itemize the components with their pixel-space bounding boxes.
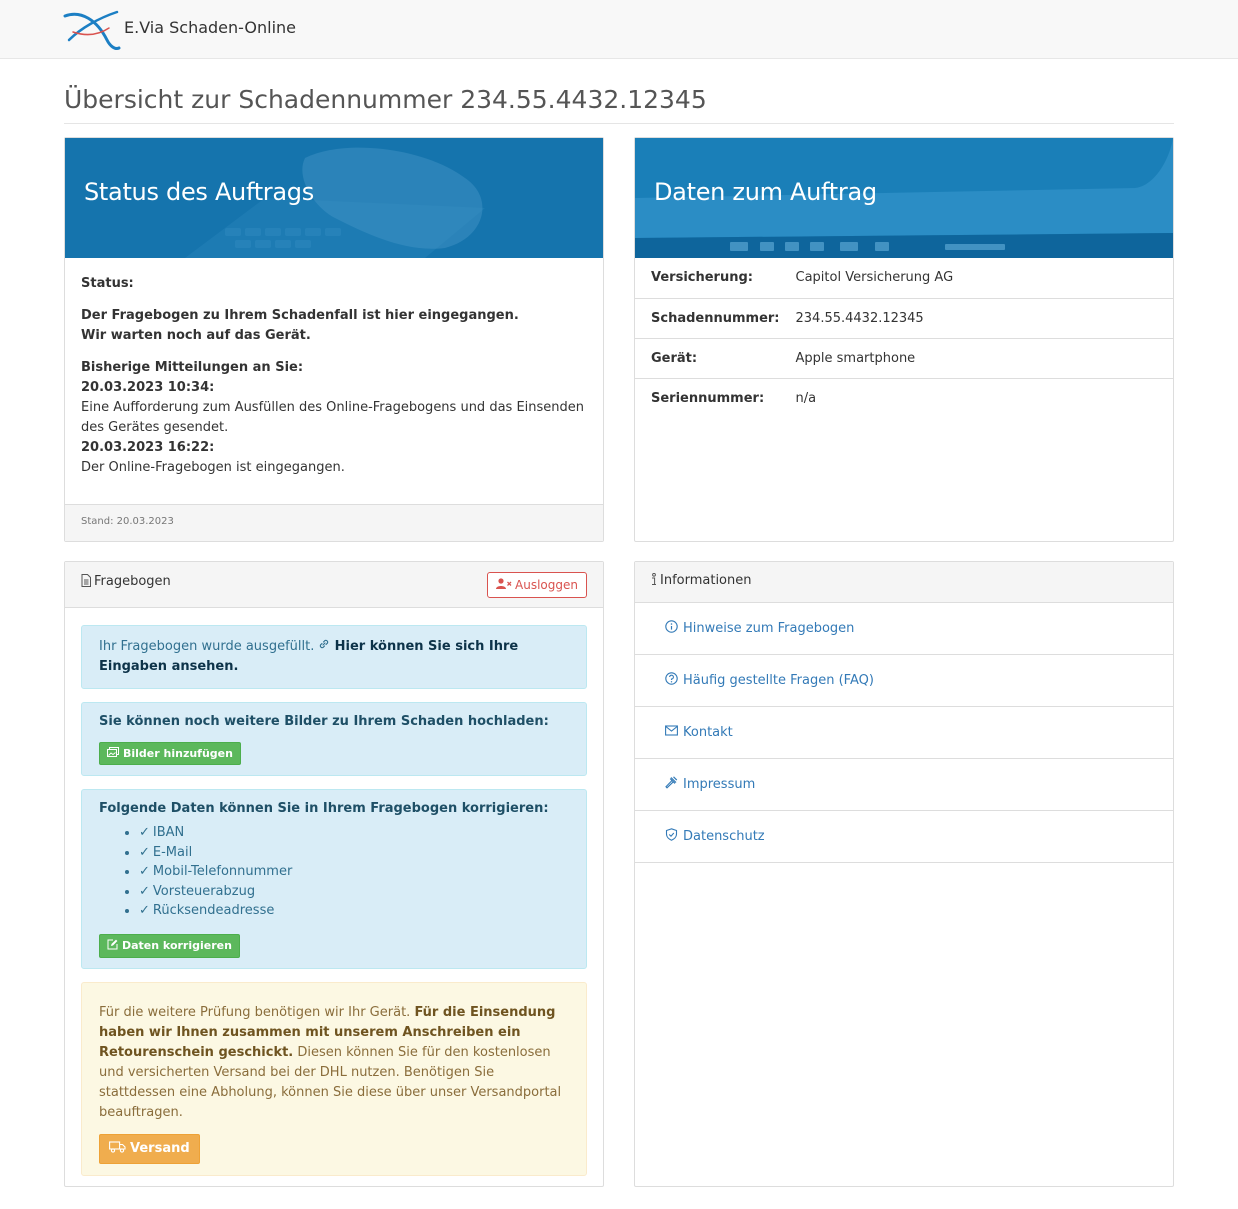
questionnaire-heading-label: Fragebogen <box>94 574 171 589</box>
row-label: Schadennummer: <box>635 298 780 338</box>
info-link-label[interactable]: Häufig gestellte Fragen (FAQ) <box>683 673 874 688</box>
order-hero-image <box>635 138 1173 258</box>
info-link-label[interactable]: Datenschutz <box>683 829 765 844</box>
info-link-imprint[interactable] <box>635 759 1173 811</box>
check-icon: ✓ <box>139 864 150 879</box>
message-text: Eine Aufforderung zum Ausfüllen des Online-Fragebogens und das Einsenden des Gerätes gesendet. <box>81 400 585 435</box>
row-value: Capitol Versicherung AG <box>780 258 1173 298</box>
status-line-2: Wir warten noch auf das Gerät. <box>81 328 311 343</box>
row-value: 234.55.4432.12345 <box>780 298 1173 338</box>
upload-text: Sie können noch weitere Bilder zu Ihrem Schaden hochladen: <box>99 714 549 729</box>
info-links-list <box>635 603 1173 863</box>
row-label: Versicherung: <box>635 258 780 298</box>
correct-data-alert <box>81 789 587 969</box>
gavel-icon <box>665 776 682 793</box>
shipping-text-2: Diesen können Sie für den kostenlosen und versicherten Versand bei der DHL nutzen. Benötigen Sie stattdessen eine Abholung, können Sie diese über unser Versandportal beauftragen. <box>99 1044 562 1120</box>
info-heading-label: Informationen <box>660 573 752 588</box>
order-data-table <box>635 258 1173 418</box>
info-panel <box>634 561 1174 1187</box>
check-icon: ✓ <box>139 844 150 860</box>
info-small-icon <box>651 573 657 590</box>
status-label: Status: <box>81 276 134 291</box>
status-hero-title: Status des Auftrags <box>84 178 314 206</box>
info-link-hints[interactable] <box>635 603 1173 655</box>
correctable-fields-list <box>99 823 569 921</box>
status-hero-image <box>65 138 603 258</box>
table-row <box>635 298 1173 338</box>
info-heading <box>635 562 1173 603</box>
order-hero-title: Daten zum Auftrag <box>654 178 877 206</box>
logout-button[interactable] <box>487 572 587 598</box>
envelope-icon <box>665 725 682 740</box>
check-icon: ✓ <box>139 903 150 918</box>
filled-text: Ihr Fragebogen wurde ausgefüllt. <box>99 639 315 654</box>
shipping-alert <box>81 982 587 1176</box>
messages-heading: Bisherige Mitteilungen an Sie: <box>81 360 304 375</box>
row-label: Gerät: <box>635 338 780 378</box>
message-time: 20.03.2023 10:34: <box>81 380 215 395</box>
logo-icon <box>63 6 121 52</box>
list-item: • ✓ Rücksendeadresse <box>139 901 569 921</box>
brand-name: E.Via Schaden-Online <box>124 18 296 37</box>
message-text: Der Online-Fragebogen ist eingegangen. <box>81 460 345 475</box>
logout-label: Ausloggen <box>515 578 578 592</box>
edit-icon <box>107 939 118 953</box>
status-footer: Stand: 20.03.2023 <box>65 504 603 541</box>
message-time: 20.03.2023 16:22: <box>81 440 215 455</box>
question-circle-icon <box>665 672 682 689</box>
check-icon: ✓ <box>139 883 150 899</box>
truck-icon <box>109 1141 126 1157</box>
page-title: Übersicht zur Schadennummer 234.55.4432.12345 <box>64 84 1174 124</box>
info-link-contact[interactable] <box>635 707 1173 759</box>
list-item: • ✓ Mobil-Telefonnummer <box>139 862 569 882</box>
correct-data-label: Daten korrigieren <box>122 939 232 952</box>
add-images-label: Bilder hinzufügen <box>123 747 233 760</box>
info-circle-icon <box>665 620 682 637</box>
info-link-label[interactable]: Impressum <box>683 777 756 792</box>
table-row <box>635 258 1173 298</box>
info-link-faq[interactable] <box>635 655 1173 707</box>
list-item: • ✓ IBAN <box>139 823 569 843</box>
filled-info-alert <box>81 625 587 689</box>
shipping-text-1: Für die weitere Prüfung benötigen wir Ihr Gerät. <box>99 1004 411 1020</box>
order-data-panel <box>634 137 1174 542</box>
row-value: Apple smartphone <box>780 338 1173 378</box>
questionnaire-panel <box>64 561 604 1187</box>
status-panel <box>64 137 604 542</box>
table-row <box>635 338 1173 378</box>
link-icon <box>318 639 334 654</box>
add-images-button[interactable] <box>99 742 241 765</box>
correct-heading: Folgende Daten können Sie in Ihrem Fragebogen korrigieren: <box>99 801 549 816</box>
upload-alert <box>81 702 587 776</box>
list-item: • ✓ Vorsteuerabzug <box>139 882 569 902</box>
questionnaire-heading <box>65 562 603 608</box>
info-link-label[interactable]: Hinweise zum Fragebogen <box>683 621 855 636</box>
list-item: • ✓ E-Mail <box>139 843 569 863</box>
row-value: n/a <box>795 390 817 406</box>
shield-check-icon <box>665 828 682 845</box>
view-answers-link[interactable]: Hier können Sie sich Ihre Eingaben ansehen. <box>99 639 519 674</box>
shipping-bold-text: Für die Einsendung haben wir Ihnen zusammen mit unserem Anschreiben ein Retourenschein geschickt. <box>99 1004 556 1060</box>
info-link-privacy[interactable] <box>635 811 1173 863</box>
top-navbar <box>0 0 1238 59</box>
check-icon: ✓ <box>139 825 150 840</box>
status-line-1: Der Fragebogen zu Ihrem Schadenfall ist hier eingegangen. <box>81 308 519 323</box>
row-label: Seriennummer: <box>651 390 765 406</box>
user-x-icon <box>496 578 512 592</box>
images-icon <box>107 747 119 760</box>
correct-data-button[interactable] <box>99 934 240 958</box>
table-row <box>635 378 1173 418</box>
brand[interactable] <box>63 6 296 52</box>
info-link-label[interactable]: Kontakt <box>683 725 733 740</box>
file-text-icon <box>81 574 91 591</box>
shipping-button[interactable] <box>99 1134 200 1164</box>
shipping-label: Versand <box>130 1141 190 1156</box>
